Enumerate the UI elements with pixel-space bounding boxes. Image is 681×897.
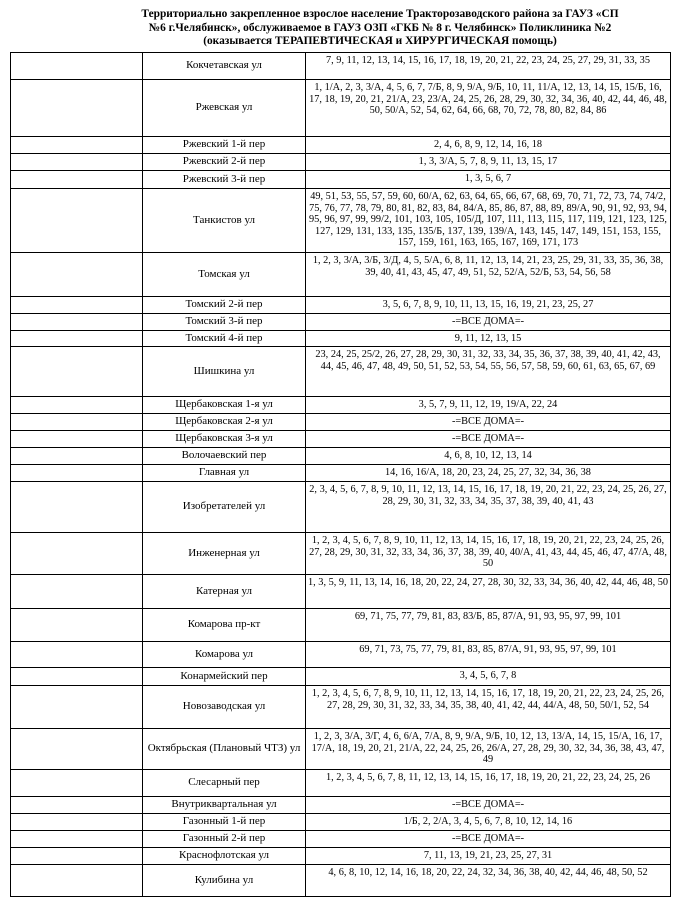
table-row xyxy=(11,848,671,865)
table-row xyxy=(11,448,671,465)
empty-cell xyxy=(11,575,143,609)
table-row xyxy=(11,482,671,533)
empty-cell xyxy=(11,331,143,347)
street-name: Изобретателей ул xyxy=(143,482,306,533)
empty-cell xyxy=(11,414,143,431)
empty-cell xyxy=(11,797,143,814)
table-row xyxy=(11,189,671,253)
table-row xyxy=(11,331,671,347)
house-numbers: 9, 11, 12, 13, 15 xyxy=(306,331,671,347)
empty-cell xyxy=(11,448,143,465)
house-numbers: 14, 16, 16/А, 18, 20, 23, 24, 25, 27, 32, 34, 36, 38 xyxy=(306,465,671,482)
house-numbers: 49, 51, 53, 55, 57, 59, 60, 60/А, 62, 63, 64, 65, 66, 67, 68, 69, 70, 71, 72, 73, 74, 74/2, 75, 76, 77, 78, 79, 80, 81, 82, 83, 84, 84/А, 85, 86, 87, 88, 89, 89/А, 90, 91, 92, 93, 94, 95, 96, 97, 99, 99/2, 101, 103, 105, 105/Д, 107, 111, 113, 115, 117, 119, 121, 123, 125, 127, 129, 131, 133, 135, 135/Б, 137, 139, 139/А, 143, 145, 147, 149, 151, 153, 155, 157, 159, 161, 163, 165, 167, 169, 171, 173 xyxy=(306,189,671,253)
table-row xyxy=(11,729,671,770)
street-name: Главная ул xyxy=(143,465,306,482)
empty-cell xyxy=(11,814,143,831)
empty-cell xyxy=(11,347,143,397)
table-row xyxy=(11,642,671,668)
empty-cell xyxy=(11,189,143,253)
house-numbers: 3, 5, 6, 7, 8, 9, 10, 11, 13, 15, 16, 19, 21, 23, 25, 27 xyxy=(306,297,671,314)
street-name: Инженерная ул xyxy=(143,533,306,575)
street-name: Щербаковская 1-я ул xyxy=(143,397,306,414)
street-name: Щербаковская 3-я ул xyxy=(143,431,306,448)
street-name: Ржевский 3-й пер xyxy=(143,171,306,189)
table-row xyxy=(11,609,671,642)
street-name: Катерная ул xyxy=(143,575,306,609)
house-numbers: 1, 2, 3, 4, 5, 6, 7, 8, 11, 12, 13, 14, 15, 16, 17, 18, 19, 20, 21, 22, 23, 24, 25, 26 xyxy=(306,770,671,797)
table-row xyxy=(11,80,671,137)
table-row xyxy=(11,137,671,154)
empty-cell xyxy=(11,154,143,171)
house-numbers: 3, 4, 5, 6, 7, 8 xyxy=(306,668,671,686)
street-name: Щербаковская 2-я ул xyxy=(143,414,306,431)
table-row xyxy=(11,865,671,897)
table-row xyxy=(11,347,671,397)
house-numbers: 2, 4, 6, 8, 9, 12, 14, 16, 18 xyxy=(306,137,671,154)
table-row xyxy=(11,297,671,314)
street-name: Томский 2-й пер xyxy=(143,297,306,314)
empty-cell xyxy=(11,865,143,897)
table-row xyxy=(11,53,671,80)
empty-cell xyxy=(11,729,143,770)
empty-cell xyxy=(11,53,143,80)
house-numbers: 3, 5, 7, 9, 11, 12, 19, 19/А, 22, 24 xyxy=(306,397,671,414)
house-numbers: 7, 11, 13, 19, 21, 23, 25, 27, 31 xyxy=(306,848,671,865)
empty-cell xyxy=(11,137,143,154)
table-row xyxy=(11,314,671,331)
street-name: Ржевский 1-й пер xyxy=(143,137,306,154)
table-row xyxy=(11,686,671,729)
house-numbers: 4, 6, 8, 10, 12, 13, 14 xyxy=(306,448,671,465)
street-name: Кулибина ул xyxy=(143,865,306,897)
empty-cell xyxy=(11,533,143,575)
table-row xyxy=(11,154,671,171)
document-title xyxy=(100,8,660,49)
empty-cell xyxy=(11,770,143,797)
house-numbers: 1/Б, 2, 2/А, 3, 4, 5, 6, 7, 8, 10, 12, 14, 16 xyxy=(306,814,671,831)
empty-cell xyxy=(11,668,143,686)
street-name: Кокчетавская ул xyxy=(143,53,306,80)
street-name: Шишкина ул xyxy=(143,347,306,397)
empty-cell xyxy=(11,397,143,414)
street-name: Танкистов ул xyxy=(143,189,306,253)
table-row xyxy=(11,797,671,814)
table-row xyxy=(11,397,671,414)
house-numbers: 1, 2, 3, 3/А, 3/Б, 3/Д, 4, 5, 5/А, 6, 8, 11, 12, 13, 14, 21, 23, 25, 29, 31, 33, 35, 36, 38, 39, 40, 41, 43, 45, 47, 49, 51, 52, 52/А, 52/Б, 53, 54, 56, 58 xyxy=(306,253,671,297)
table-row xyxy=(11,253,671,297)
table-row xyxy=(11,414,671,431)
street-name: Краснофлотская ул xyxy=(143,848,306,865)
house-numbers: -=ВСЕ ДОМА=- xyxy=(306,431,671,448)
empty-cell xyxy=(11,686,143,729)
house-numbers: 1, 2, 3, 3/А, 3/Г, 4, 6, 6/А, 7/А, 8, 9, 9/А, 9/Б, 10, 12, 13, 13/А, 14, 15, 15/А, 16, 17, 17/А, 18, 19, 20, 21, 21/А, 22, 24, 25, 26, 26/А, 27, 28, 29, 30, 32, 34, 36, 38, 43, 47, 49 xyxy=(306,729,671,770)
street-name: Газонный 1-й пер xyxy=(143,814,306,831)
empty-cell xyxy=(11,253,143,297)
house-numbers: 69, 71, 73, 75, 77, 79, 81, 83, 85, 87/А, 91, 93, 95, 97, 99, 101 xyxy=(306,642,671,668)
house-numbers: 7, 9, 11, 12, 13, 14, 15, 16, 17, 18, 19, 20, 21, 22, 23, 24, 25, 27, 29, 31, 33, 35 xyxy=(306,53,671,80)
empty-cell xyxy=(11,848,143,865)
street-name: Ржевский 2-й пер xyxy=(143,154,306,171)
empty-cell xyxy=(11,431,143,448)
table-row xyxy=(11,668,671,686)
empty-cell xyxy=(11,314,143,331)
table-row xyxy=(11,171,671,189)
table-row xyxy=(11,770,671,797)
table-row xyxy=(11,814,671,831)
table-row xyxy=(11,533,671,575)
address-table xyxy=(10,52,671,897)
title-line-2: №6 г.Челябинск», обслуживаемое в ГАУЗ ОЗП «ГКБ № 8 г. Челябинск» Поликлиника №2 xyxy=(148,21,612,34)
empty-cell xyxy=(11,609,143,642)
empty-cell xyxy=(11,465,143,482)
table-row xyxy=(11,465,671,482)
table-row xyxy=(11,575,671,609)
street-name: Комарова пр-кт xyxy=(143,609,306,642)
street-name: Томский 4-й пер xyxy=(143,331,306,347)
street-name: Слесарный пер xyxy=(143,770,306,797)
street-name: Комарова ул xyxy=(143,642,306,668)
house-numbers: -=ВСЕ ДОМА=- xyxy=(306,314,671,331)
house-numbers: -=ВСЕ ДОМА=- xyxy=(306,831,671,848)
street-name: Томский 3-й пер xyxy=(143,314,306,331)
street-name: Новозаводская ул xyxy=(143,686,306,729)
house-numbers: 1, 1/А, 2, 3, 3/А, 4, 5, 6, 7, 7/Б, 8, 9, 9/А, 9/Б, 10, 11, 11/А, 12, 13, 14, 15, 15/Б, 16, 17, 18, 19, 20, 21, 21/А, 23, 23/А, 24, 25, 26, 28, 29, 30, 32, 34, 36, 40, 42, 44, 46, 48, 50, 50/А, 52, 54, 62, 64, 66, 68, 70, 72, 78, 80, 82, 84, 86 xyxy=(306,80,671,137)
house-numbers: 2, 3, 4, 5, 6, 7, 8, 9, 10, 11, 12, 13, 14, 15, 16, 17, 18, 19, 20, 21, 22, 23, 24, 25, 26, 27, 28, 29, 30, 31, 32, 33, 34, 35, 37, 38, 39, 40, 41, 43 xyxy=(306,482,671,533)
street-name: Внутриквартальная ул xyxy=(143,797,306,814)
house-numbers: 1, 2, 3, 4, 5, 6, 7, 8, 9, 10, 11, 12, 13, 14, 15, 16, 17, 18, 19, 20, 21, 22, 23, 24, 25, 26, 27, 28, 29, 30, 31, 32, 33, 34, 36, 37, 38, 39, 40, 40/А, 41, 43, 44, 45, 46, 47, 47/А, 48, 50 xyxy=(306,533,671,575)
table-row xyxy=(11,431,671,448)
house-numbers: -=ВСЕ ДОМА=- xyxy=(306,797,671,814)
house-numbers: 1, 3, 5, 6, 7 xyxy=(306,171,671,189)
title-line-1: Территориально закрепленное взрослое население Тракторозаводского района за ГАУЗ «СП xyxy=(141,8,619,20)
house-numbers: 4, 6, 8, 10, 12, 14, 16, 18, 20, 22, 24, 32, 34, 36, 38, 40, 42, 44, 46, 48, 50, 52 xyxy=(306,865,671,897)
house-numbers: 69, 71, 75, 77, 79, 81, 83, 83/Б, 85, 87/А, 91, 93, 95, 97, 99, 101 xyxy=(306,609,671,642)
street-name: Газонный 2-й пер xyxy=(143,831,306,848)
title-line-3: (оказывается ТЕРАПЕВТИЧЕСКАЯ и ХИРУРГИЧЕСКАЯ помощь) xyxy=(203,35,557,47)
empty-cell xyxy=(11,171,143,189)
table-row xyxy=(11,831,671,848)
house-numbers: -=ВСЕ ДОМА=- xyxy=(306,414,671,431)
empty-cell xyxy=(11,831,143,848)
street-name: Ржевская ул xyxy=(143,80,306,137)
street-name: Октябрьская (Плановый ЧТЗ) ул xyxy=(143,729,306,770)
street-name: Томская ул xyxy=(143,253,306,297)
empty-cell xyxy=(11,642,143,668)
house-numbers: 23, 24, 25, 25/2, 26, 27, 28, 29, 30, 31, 32, 33, 34, 35, 36, 37, 38, 39, 40, 41, 42, 43, 44, 45, 46, 47, 48, 49, 50, 51, 52, 53, 54, 55, 56, 57, 58, 59, 60, 61, 63, 65, 67, 69 xyxy=(306,347,671,397)
house-numbers: 1, 3, 5, 9, 11, 13, 14, 16, 18, 20, 22, 24, 27, 28, 30, 32, 33, 34, 36, 40, 42, 44, 46, 48, 50 xyxy=(306,575,671,609)
empty-cell xyxy=(11,297,143,314)
house-numbers: 1, 2, 3, 4, 5, 6, 7, 8, 9, 10, 11, 12, 13, 14, 15, 16, 17, 18, 19, 20, 21, 22, 23, 24, 25, 26, 27, 28, 29, 30, 31, 32, 33, 34, 35, 38, 40, 41, 42, 44, 44/А, 48, 50, 50/1, 52, 54 xyxy=(306,686,671,729)
house-numbers: 1, 3, 3/А, 5, 7, 8, 9, 11, 13, 15, 17 xyxy=(306,154,671,171)
empty-cell xyxy=(11,482,143,533)
street-name: Волочаевский пер xyxy=(143,448,306,465)
empty-cell xyxy=(11,80,143,137)
street-name: Конармейский пер xyxy=(143,668,306,686)
